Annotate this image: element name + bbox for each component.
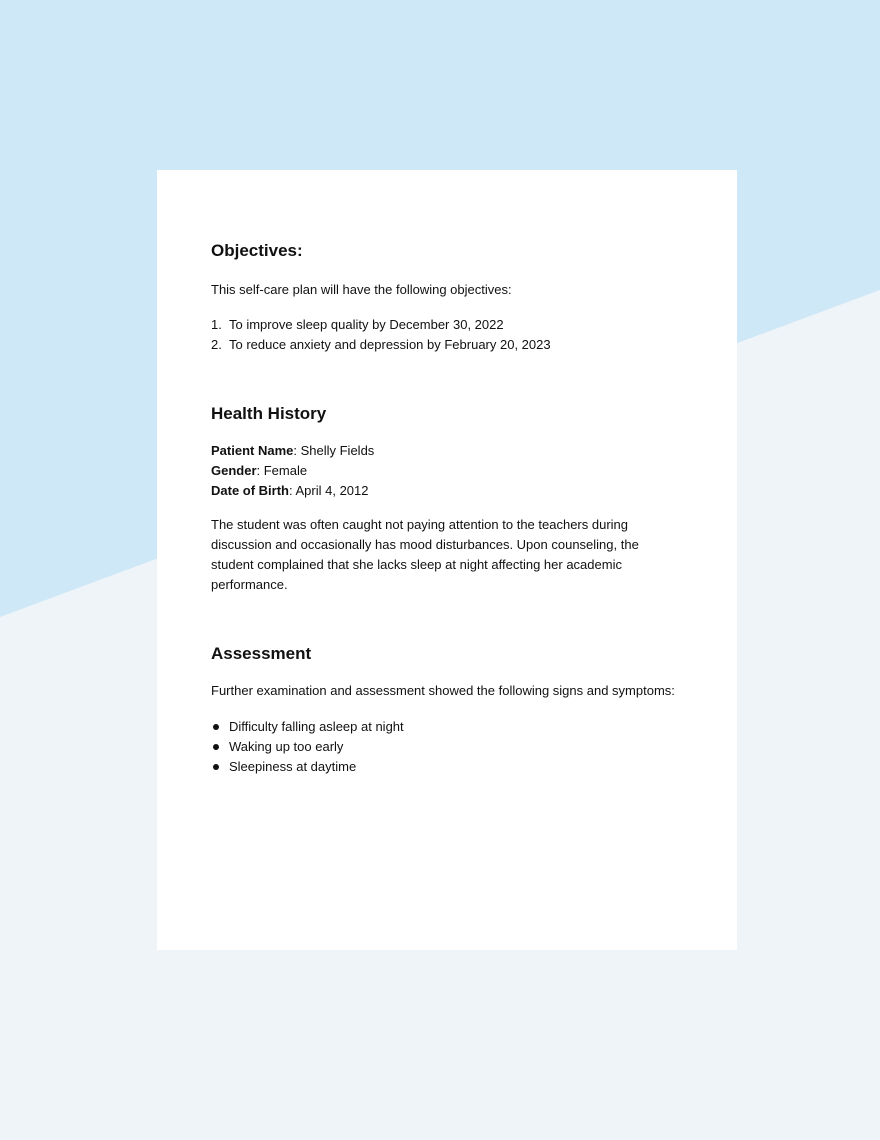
bullet-icon xyxy=(213,724,219,730)
field-value: : Female xyxy=(256,463,308,478)
symptom-item xyxy=(211,757,683,777)
symptom-item xyxy=(211,737,683,757)
symptom-item xyxy=(211,717,683,737)
objective-text: To improve sleep quality by December 30, 2022 xyxy=(229,317,504,332)
objective-item xyxy=(211,335,683,355)
gender-field xyxy=(211,461,683,481)
objective-number: 2. xyxy=(211,337,222,352)
field-label: Patient Name xyxy=(211,443,294,458)
symptoms-list xyxy=(211,717,683,777)
field-value: : Shelly Fields xyxy=(293,443,375,458)
field-value: : April 4, 2012 xyxy=(289,483,369,498)
section-spacer xyxy=(211,355,683,403)
document-page xyxy=(157,170,737,950)
section-spacer xyxy=(211,595,683,643)
health-history-description: The student was often caught not paying attention to the teachers during discussion and occasionally has mood disturbances. Upon counseling, the student complained that she lacks sleep at night affecting her academic performance. xyxy=(211,517,639,592)
bullet-icon xyxy=(213,744,219,750)
objective-text: To reduce anxiety and depression by February 20, 2023 xyxy=(229,337,551,352)
objective-number: 1. xyxy=(211,317,222,332)
objective-item xyxy=(211,315,683,335)
symptom-text: Difficulty falling asleep at night xyxy=(229,719,404,734)
patient-name-field xyxy=(211,441,683,461)
date-of-birth-field xyxy=(211,481,683,501)
assessment-intro: Further examination and assessment showed the following signs and symptoms: xyxy=(211,683,675,698)
bullet-icon xyxy=(213,764,219,770)
assessment-heading: Assessment xyxy=(211,644,312,663)
health-history-heading: Health History xyxy=(211,404,327,423)
symptom-text: Sleepiness at daytime xyxy=(229,759,357,774)
objectives-list xyxy=(211,315,683,355)
objectives-heading: Objectives: xyxy=(211,241,303,260)
symptom-text: Waking up too early xyxy=(229,739,344,754)
field-label: Date of Birth xyxy=(211,483,289,498)
objectives-intro: This self-care plan will have the following objectives: xyxy=(211,282,512,297)
field-label: Gender xyxy=(211,463,257,478)
